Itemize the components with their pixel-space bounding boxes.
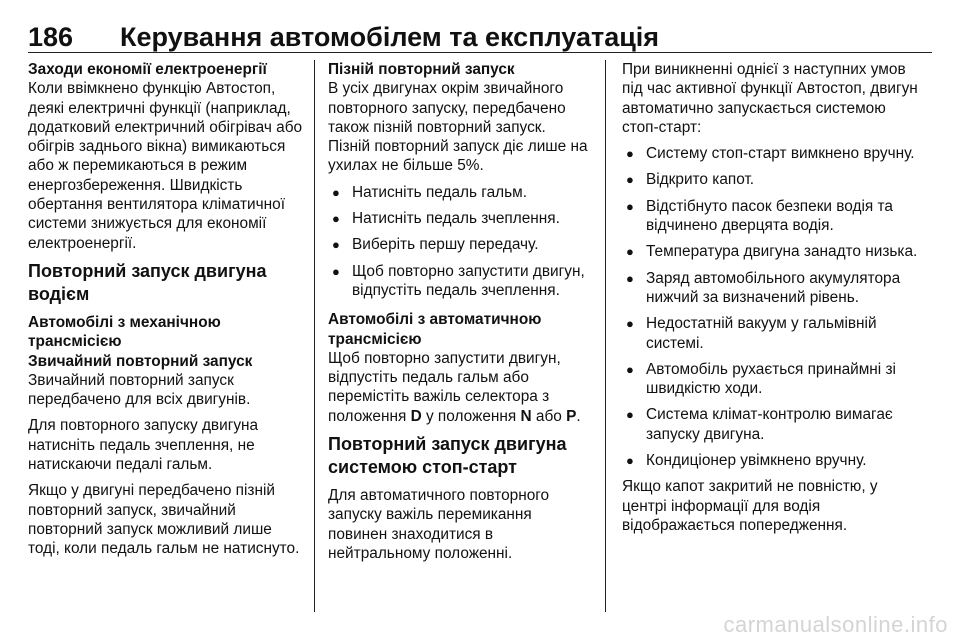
- list-item: ● Натисніть педаль гальм.: [328, 183, 592, 202]
- column-divider-1: [314, 60, 315, 612]
- auto-restart-conditions: [622, 144, 922, 470]
- list-item: ● Кондиціонер увімкнено вручну.: [622, 451, 922, 470]
- paragraph-normal-3: Якщо у двигуні передбачено пізній повторний запуск, звичайний повторний запуск можливий лише тоді, коли педаль гальм не натиснуто.: [28, 482, 300, 558]
- heading-automatic: Автомобілі з автоматичною трансмісією: [328, 311, 542, 348]
- column-3: [622, 60, 922, 542]
- paragraph-eco: Коли ввімкнено функцію Автостоп, деякі електричні функції (наприклад, додатковий електричний обігрівач або обігрів заднього вікна) вимикаються або ж перемикаються в режим енергозбереження. Швидкість обертання вентилятора кліматичної системи знижується для економії електроенергії.: [28, 80, 303, 252]
- list-item: ● Відкрито капот.: [622, 170, 922, 189]
- page-number: 186: [28, 22, 74, 52]
- list-item: ● Виберіть першу передачу.: [328, 235, 592, 254]
- page-header: [28, 20, 932, 54]
- paragraph-automatic: Щоб повторно запустити двигун, відпустіть педаль гальм або перемістіть важіль селектора з положення D у положення N або P.: [328, 349, 581, 425]
- list-item: ● Автомобіль рухається принаймні зі швидкістю ходи.: [622, 360, 922, 399]
- list-item: ● Відстібнуто пасок безпеки водія та відчинено дверцята водія.: [622, 197, 922, 236]
- paragraph-conditions-intro: При виникненні однієї з наступних умов під час активної функції Автостоп, двигун автоматично запускається системою стоп-старт:: [622, 61, 918, 136]
- list-item: ● Температура двигуна занадто низька.: [622, 242, 922, 261]
- paragraph-normal-2: Для повторного запуску двигуна натисніть педаль зчеплення, не натискаючи педалі гальм.: [28, 417, 259, 474]
- paragraph-late: В усіх двигунах окрім звичайного повторного запуску, передбачено також пізній повторний запуск. Пізній повторний запуск діє лише на ухилах не більше 5%.: [328, 80, 588, 175]
- column-divider-2: [605, 60, 606, 612]
- page-title: Керування автомобілем та експлуатація: [120, 22, 660, 52]
- column-1: [28, 60, 304, 566]
- selector-n: N: [520, 407, 532, 425]
- list-item: ● Натисніть педаль зчеплення.: [328, 209, 592, 228]
- late-restart-steps: [328, 183, 592, 300]
- selector-d: D: [410, 407, 422, 425]
- heading-normal-restart: Звичайний повторний запуск: [28, 352, 253, 370]
- heading-system-restart: Повторний запуск двигуна системою стоп-старт: [328, 434, 567, 478]
- heading-eco: Заходи економії електроенергії: [28, 61, 267, 78]
- list-item: ● Заряд автомобільного акумулятора нижчий за визначений рівень.: [622, 269, 922, 308]
- heading-late-restart: Пізній повторний запуск: [328, 61, 515, 78]
- list-item: ● Щоб повторно запустити двигун, відпустіть педаль зчеплення.: [328, 262, 592, 301]
- paragraph-system: Для автоматичного повторного запуску важіль перемикання повинен знаходитися в нейтральному положенні.: [328, 487, 550, 562]
- list-item: ● Систему стоп-старт вимкнено вручну.: [622, 144, 922, 163]
- paragraph-conditions-outro: Якщо капот закритий не повністю, у центрі інформації для водія відображається попередження.: [622, 478, 878, 534]
- list-item: ● Система клімат-контролю вимагає запуску двигуна.: [622, 405, 922, 444]
- heading-manual: Автомобілі з механічною трансмісією: [28, 313, 221, 351]
- header-rule: [28, 52, 932, 53]
- selector-p: P: [566, 407, 577, 425]
- column-2: [328, 60, 592, 570]
- paragraph-normal-1: Звичайний повторний запуск передбачено для всіх двигунів.: [28, 371, 251, 409]
- watermark: carmanualsonline.info: [723, 612, 948, 637]
- heading-restart-driver: Повторний запуск двигуна водієм: [28, 260, 267, 304]
- list-item: ● Недостатній вакуум у гальмівній системі.: [622, 314, 922, 353]
